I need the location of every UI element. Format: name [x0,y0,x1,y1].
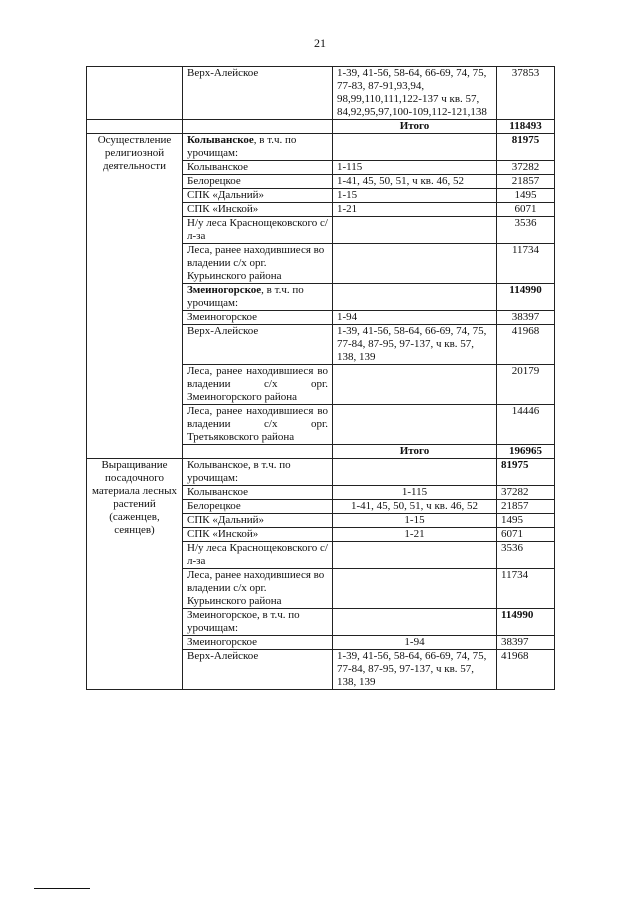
purpose-cell: Выращивание посадочного материала лесных растений (саженцев, сеянцев) [87,459,183,690]
quarters-cell [333,244,497,284]
quarters-cell: 1-39, 41-56, 58-64, 66-69, 74, 75, 77-84, 87-95, 97-137, ч кв. 57, 138, 139 [333,325,497,365]
total-value: 118493 [497,120,555,134]
area-cell: 37282 [497,161,555,175]
quarters-cell [333,405,497,445]
locality-cell: Леса, ранее находившиеся во владении с/х орг. Курьинского района [183,244,333,284]
locality-cell: СПК «Инской» [183,203,333,217]
area-cell: 81975 [497,459,555,486]
area-cell: 14446 [497,405,555,445]
area-cell: 41968 [497,650,555,690]
locality-cell: Колыванское, в т.ч. по урочищам: [183,459,333,486]
table-row [87,134,555,161]
quarters-cell: 1-21 [333,528,497,542]
area-cell: 6071 [497,528,555,542]
total-row [87,120,555,134]
quarters-cell: 1-41, 45, 50, 51, ч кв. 46, 52 [333,500,497,514]
area-cell: 38397 [497,311,555,325]
purpose-cell [87,120,183,134]
quarters-cell [333,569,497,609]
locality-bold: Змеиногорское [187,284,262,296]
quarters-cell [333,542,497,569]
locality-cell: Леса, ранее находившиеся во владении с/х орг. Курьинского района [183,569,333,609]
quarters-cell [333,134,497,161]
locality-cell: Белорецкое [183,500,333,514]
area-cell: 1495 [497,189,555,203]
quarters-cell: 1-115 [333,486,497,500]
area-cell: 81975 [497,134,555,161]
locality-cell: Змеиногорское [183,636,333,650]
locality-cell: Колыванское, в т.ч. по урочищам: [183,134,333,161]
quarters-cell: 1-15 [333,514,497,528]
locality-cell: Змеиногорское, в т.ч. по урочищам: [183,284,333,311]
quarters-cell: 1-94 [333,311,497,325]
table-row [87,459,555,486]
locality-cell: СПК «Дальний» [183,514,333,528]
locality-cell: Н/у леса Краснощековского с/л-за [183,217,333,244]
locality-cell: Змеиногорское, в т.ч. по урочищам: [183,609,333,636]
quarters-cell [333,609,497,636]
area-cell: 41968 [497,325,555,365]
quarters-cell: 1-21 [333,203,497,217]
total-label: Итого [333,445,497,459]
locality-cell: Верх-Алейское [183,325,333,365]
area-cell: 37282 [497,486,555,500]
area-cell: 38397 [497,636,555,650]
area-cell: 6071 [497,203,555,217]
total-value: 196965 [497,445,555,459]
quarters-cell [333,459,497,486]
area-cell: 11734 [497,244,555,284]
area-cell: 21857 [497,500,555,514]
locality-cell: Леса, ранее находившиеся во владении с/х орг. Змеиногорского района [183,365,333,405]
quarters-cell: 1-94 [333,636,497,650]
purpose-cell: Осуществление религиозной деятельности [87,134,183,459]
locality-cell: Колыванское [183,161,333,175]
locality-cell: Н/у леса Краснощековского с/л-за [183,542,333,569]
locality-cell: Колыванское [183,486,333,500]
total-label: Итого [333,120,497,134]
locality-bold: Колыванское [187,134,254,146]
area-cell: 37853 [497,67,555,120]
locality-cell: Змеиногорское [183,311,333,325]
quarters-cell [333,217,497,244]
forest-use-table [86,66,555,690]
locality-cell [183,120,333,134]
area-cell: 114990 [497,609,555,636]
locality-cell: Леса, ранее находившиеся во владении с/х орг. Третьяковского района [183,405,333,445]
quarters-cell [333,365,497,405]
area-cell: 3536 [497,542,555,569]
area-cell: 1495 [497,514,555,528]
footnote-separator [34,888,90,889]
quarters-cell: 1-15 [333,189,497,203]
quarters-cell: 1-39, 41-56, 58-64, 66-69, 74, 75, 77-83, 87-91,93,94, 98,99,110,111,122-137 ч кв. 57, 84,92,95,97,100-109,112-121,138 [333,67,497,120]
quarters-cell [333,284,497,311]
quarters-cell: 1-41, 45, 50, 51, ч кв. 46, 52 [333,175,497,189]
quarters-cell: 1-115 [333,161,497,175]
locality-cell: СПК «Дальний» [183,189,333,203]
area-cell: 11734 [497,569,555,609]
locality-cell: Белорецкое [183,175,333,189]
table-row [87,67,555,120]
area-cell: 114990 [497,284,555,311]
purpose-cell [87,67,183,120]
locality-cell [183,445,333,459]
area-cell: 21857 [497,175,555,189]
area-cell: 3536 [497,217,555,244]
locality-cell: Верх-Алейское [183,650,333,690]
page-number: 21 [314,36,326,50]
locality-cell: Верх-Алейское [183,67,333,120]
locality-cell: СПК «Инской» [183,528,333,542]
quarters-cell: 1-39, 41-56, 58-64, 66-69, 74, 75, 77-84, 87-95, 97-137, ч кв. 57, 138, 139 [333,650,497,690]
area-cell: 20179 [497,365,555,405]
